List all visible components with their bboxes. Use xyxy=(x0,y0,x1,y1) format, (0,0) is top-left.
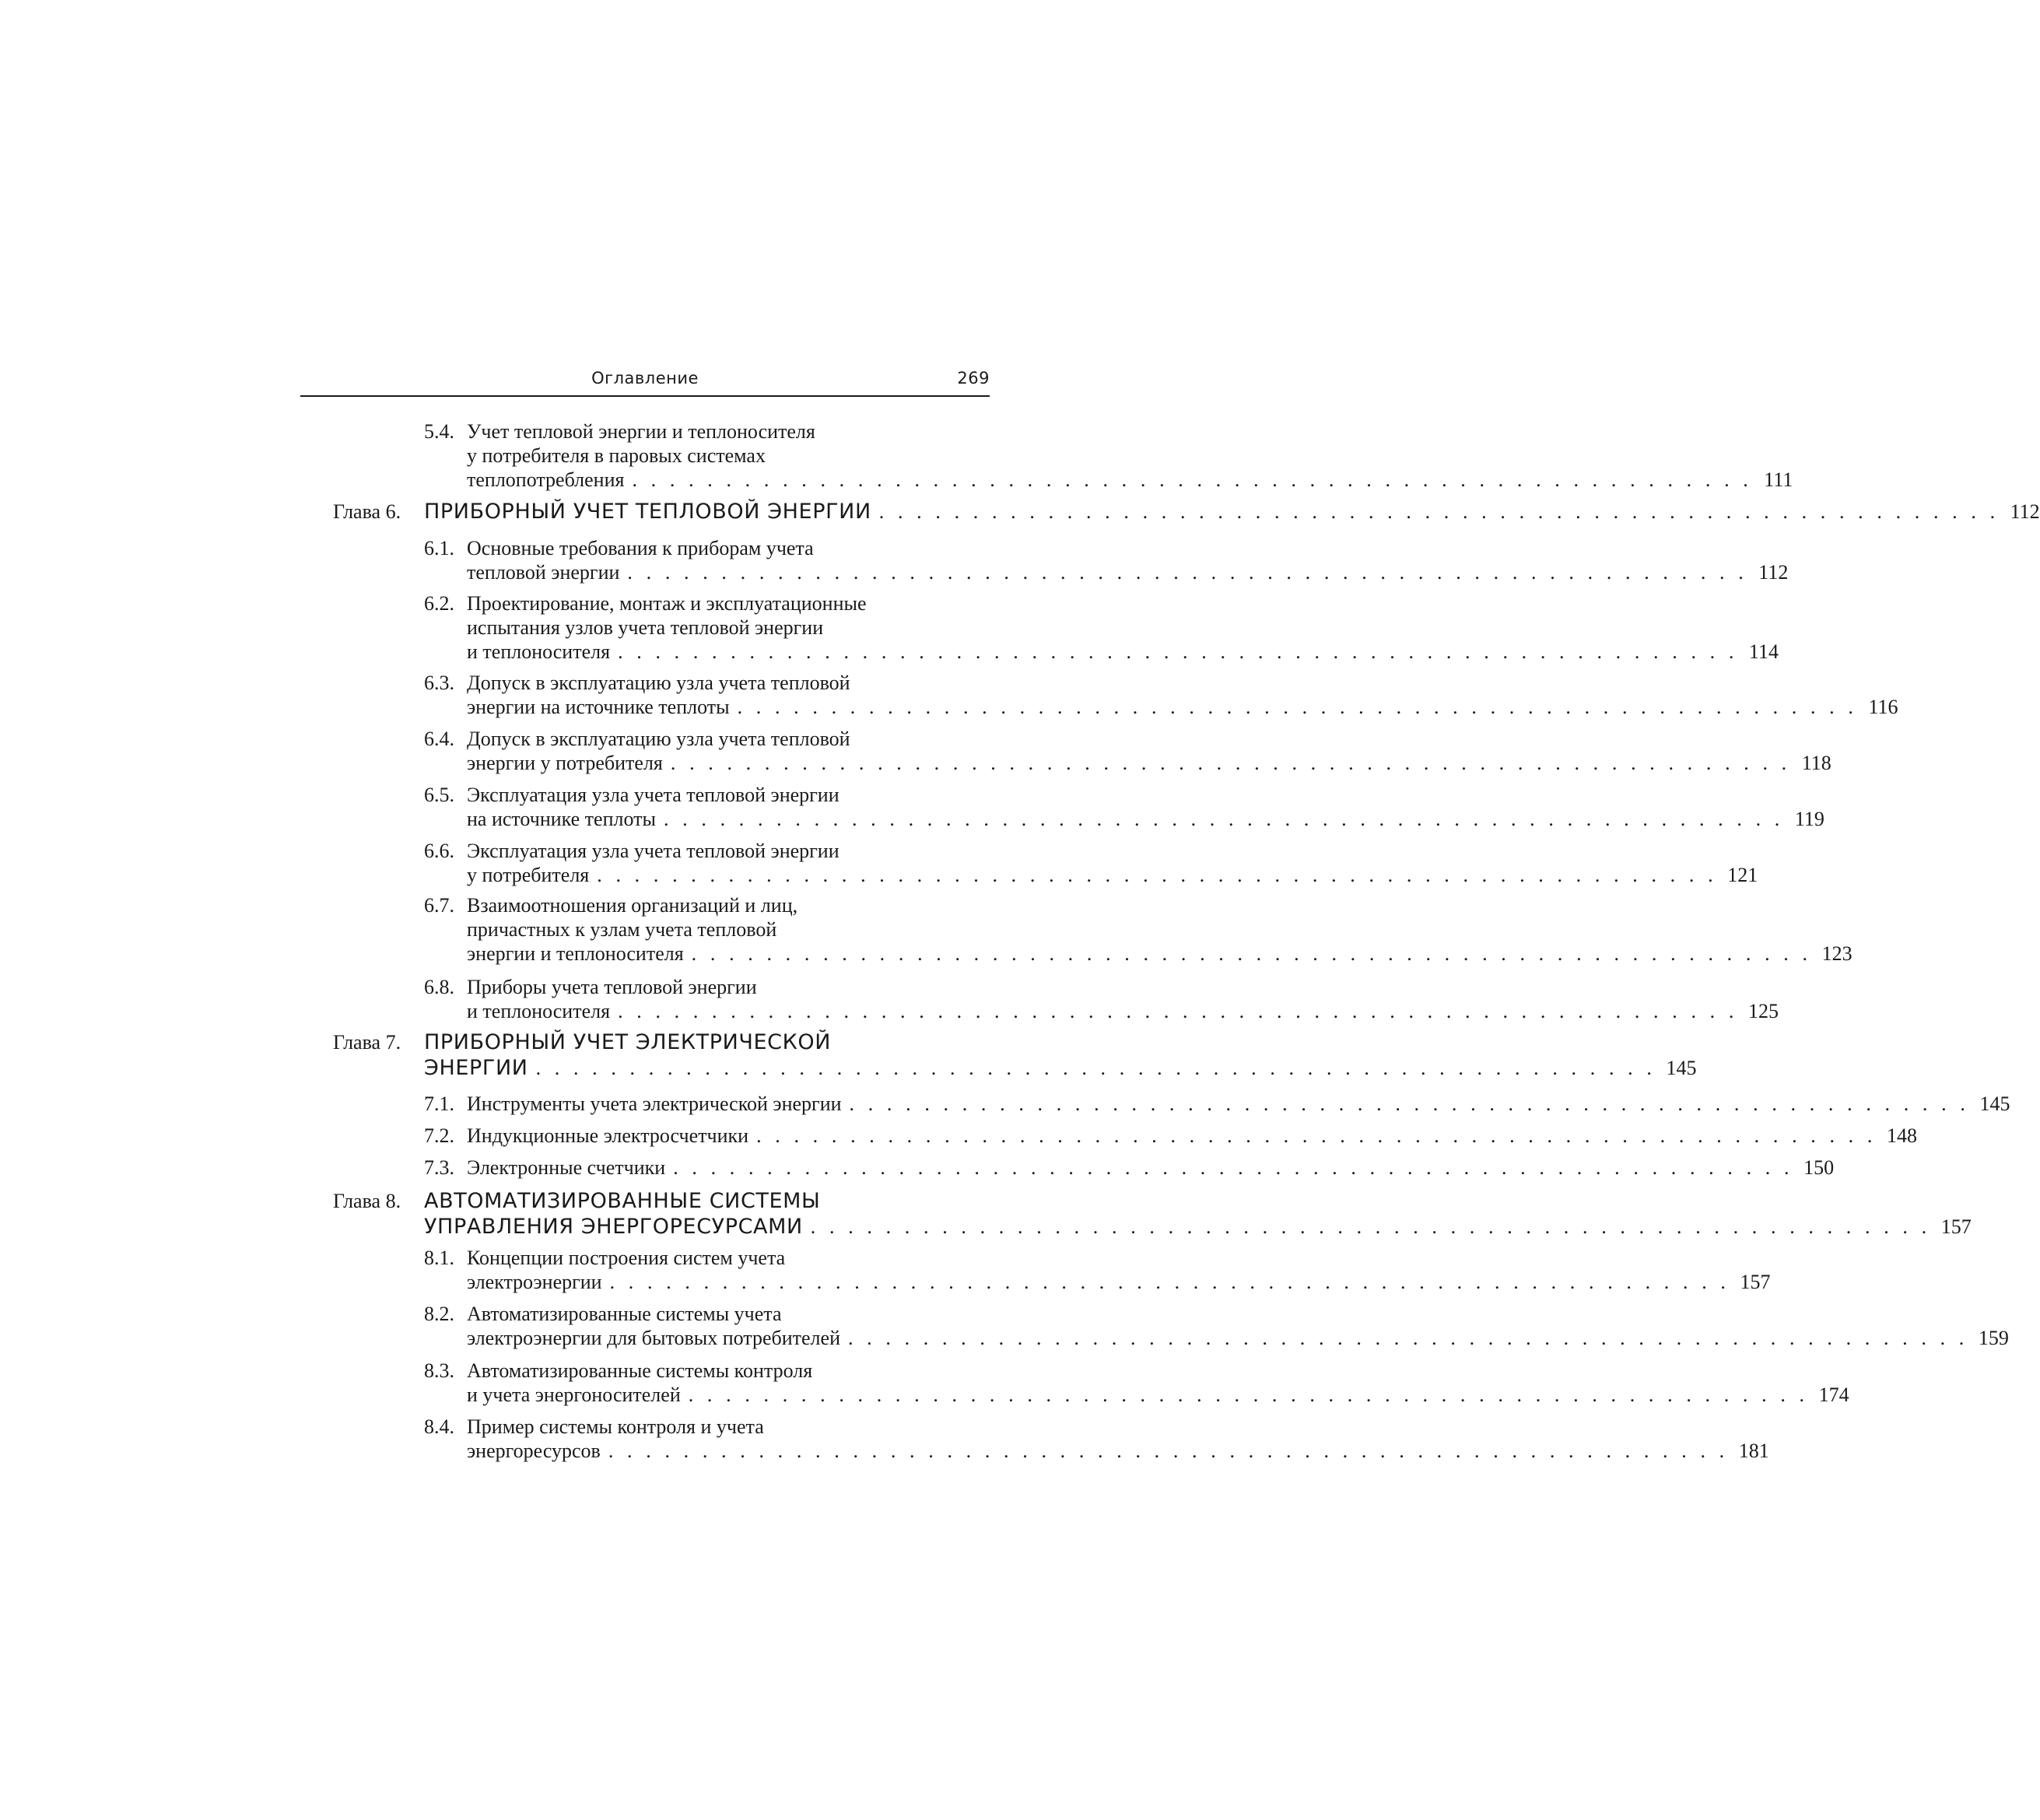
toc-section-number: 6.1. xyxy=(424,537,454,559)
toc-leader-row xyxy=(424,1215,1972,1239)
toc-chapter-number: Глава 6. xyxy=(333,500,401,523)
toc-section-entry xyxy=(0,1302,2009,1350)
toc-entry-title-line: причастных к узлам учета тепловой xyxy=(467,918,777,941)
toc-chapter-entry xyxy=(0,500,2040,525)
toc-section-number: 5.4. xyxy=(424,420,454,443)
toc-dot-leader: . . . . . . . . . . . . . . . . . . . . . . . . . . . . . . . . . . . . . . . . . . . . . . . . . . . . . . . . . . . . xyxy=(810,1215,1931,1238)
toc-leader-row xyxy=(424,500,2040,524)
toc-chapter-entry xyxy=(0,1030,1697,1082)
toc-dot-leader: . . . . . . . . . . . . . . . . . . . . . . . . . . . . . . . . . . . . . . . . . . . . . . . . . . . . . . . . . . . . xyxy=(663,808,1784,830)
toc-entry-title-line: АВТОМАТИЗИРОВАННЫЕ СИСТЕМЫ xyxy=(424,1189,821,1213)
toc-entry-title-line: и теплоносителя xyxy=(467,640,611,663)
toc-entry-title-line: Эксплуатация узла учета тепловой энергии xyxy=(467,840,839,862)
toc-section-entry xyxy=(0,839,1758,887)
toc-section-entry xyxy=(0,1415,1769,1463)
toc-section-entry xyxy=(0,783,1824,831)
toc-entry-title-line: Взаимоотношения организаций и лиц, xyxy=(467,894,798,917)
toc-chapter-number: Глава 8. xyxy=(333,1190,401,1212)
toc-leader-row xyxy=(467,640,1779,664)
toc-section-entry xyxy=(0,975,1779,1023)
toc-page-number: 148 xyxy=(1886,1124,1917,1147)
toc-entry-title-line: Основные требования к приборам учета xyxy=(467,537,814,559)
toc-page-number: 145 xyxy=(1666,1057,1697,1079)
toc-dot-leader: . . . . . . . . . . . . . . . . . . . . . . . . . . . . . . . . . . . . . . . . . . . . . . . . . . . . . . . . . . . . xyxy=(608,1440,1729,1462)
toc-dot-leader: . . . . . . . . . . . . . . . . . . . . . . . . . . . . . . . . . . . . . . . . . . . . . . . . . . . . . . . . . . . . xyxy=(597,864,1718,886)
toc-section-number: 8.2. xyxy=(424,1303,454,1325)
toc-section-number: 6.3. xyxy=(424,672,454,694)
toc-page-number: 112 xyxy=(1758,561,1789,584)
toc-page-number: 145 xyxy=(1979,1092,2010,1115)
toc-section-entry xyxy=(0,1155,1835,1180)
toc-section-entry xyxy=(0,1124,1917,1148)
toc-leader-row xyxy=(424,1056,1697,1080)
toc-leader-row xyxy=(467,560,1789,584)
toc-entry-title-line: Автоматизированные системы контроля xyxy=(467,1359,813,1382)
toc-entry-title-line: тепловой энергии xyxy=(467,561,620,584)
toc-section-number: 6.6. xyxy=(424,840,454,862)
toc-leader-row xyxy=(467,1155,1835,1180)
toc-entry-title-line: у потребителя xyxy=(467,864,590,886)
toc-leader-row xyxy=(467,1270,1771,1294)
toc-section-entry xyxy=(0,591,1779,664)
toc-leader-row xyxy=(467,468,1793,492)
toc-page-number: 157 xyxy=(1940,1215,1972,1238)
toc-entry-title-line: Учет тепловой энергии и теплоносителя xyxy=(467,420,815,443)
toc-section-entry xyxy=(0,536,1789,584)
toc-page-number: 123 xyxy=(1821,942,1852,965)
toc-page-number: 174 xyxy=(1818,1383,1849,1406)
toc-entry-title-line: энергоресурсов xyxy=(467,1440,601,1462)
toc-page-number: 125 xyxy=(1747,1000,1779,1022)
toc-leader-row xyxy=(467,1092,2010,1116)
toc-dot-leader: . . . . . . . . . . . . . . . . . . . . . . . . . . . . . . . . . . . . . . . . . . . . . . . . . . . . . . . . . . . . xyxy=(691,942,1812,965)
toc-page-number: 111 xyxy=(1764,468,1793,491)
toc-dot-leader: . . . . . . . . . . . . . . . . . . . . . . . . . . . . . . . . . . . . . . . . . . . . . . . . . . . . . . . . . . . . xyxy=(670,752,1791,774)
toc-entry-title-line: Электронные счетчики xyxy=(467,1156,666,1179)
toc-section-entry xyxy=(0,671,1898,719)
toc-entry-title-line: ПРИБОРНЫЙ УЧЕТ ТЕПЛОВОЙ ЭНЕРГИИ xyxy=(424,500,871,524)
toc-section-number: 8.4. xyxy=(424,1415,454,1438)
toc-section-number: 6.4. xyxy=(424,728,454,750)
toc-page-number: 119 xyxy=(1794,808,1824,830)
toc-entry-title-line: теплопотребления xyxy=(467,468,625,491)
toc-entry-title-line: Инструменты учета электрической энергии xyxy=(467,1092,842,1115)
running-head-title: Оглавление xyxy=(591,369,699,387)
toc-dot-leader: . . . . . . . . . . . . . . . . . . . . . . . . . . . . . . . . . . . . . . . . . . . . . . . . . . . . . . . . . . . . xyxy=(632,468,1753,491)
toc-entry-title-line: у потребителя в паровых системах xyxy=(467,444,766,467)
toc-entry-title-line: ЭНЕРГИИ xyxy=(424,1056,528,1080)
toc-dot-leader: . . . . . . . . . . . . . . . . . . . . . . . . . . . . . . . . . . . . . . . . . . . . . . . . . . . . . . . . . . . . xyxy=(627,561,1748,584)
toc-dot-leader: . . . . . . . . . . . . . . . . . . . . . . . . . . . . . . . . . . . . . . . . . . . . . . . . . . . . . . . . . . . . xyxy=(756,1124,1877,1147)
toc-section-number: 7.3. xyxy=(424,1156,454,1179)
toc-entry-title-line: испытания узлов учета тепловой энергии xyxy=(467,616,824,639)
toc-dot-leader: . . . . . . . . . . . . . . . . . . . . . . . . . . . . . . . . . . . . . . . . . . . . . . . . . . . . . . . . . . . . xyxy=(688,1383,1809,1406)
toc-section-number: 6.5. xyxy=(424,784,454,806)
toc-page-number: 114 xyxy=(1748,640,1779,663)
toc-entry-title-line: Пример системы контроля и учета xyxy=(467,1415,764,1438)
toc-leader-row xyxy=(467,1326,2009,1350)
toc-page-number: 159 xyxy=(1978,1327,2009,1349)
toc-page-number: 150 xyxy=(1803,1156,1835,1179)
toc-page-number: 118 xyxy=(1801,752,1831,774)
toc-dot-leader: . . . . . . . . . . . . . . . . . . . . . . . . . . . . . . . . . . . . . . . . . . . . . . . . . . . . . . . . . . . . xyxy=(618,1000,1738,1022)
toc-entry-title-line: энергии и теплоносителя xyxy=(467,942,684,965)
toc-section-number: 7.1. xyxy=(424,1092,454,1115)
toc-section-entry xyxy=(0,1246,1771,1294)
toc-dot-leader: . . . . . . . . . . . . . . . . . . . . . . . . . . . . . . . . . . . . . . . . . . . . . . . . . . . . . . . . . . . . xyxy=(535,1057,1656,1079)
toc-leader-row xyxy=(467,999,1779,1023)
toc-chapter-number: Глава 7. xyxy=(333,1031,401,1054)
toc-leader-row xyxy=(467,942,1852,966)
toc-page-number: 157 xyxy=(1740,1271,1771,1293)
toc-entry-title-line: и теплоносителя xyxy=(467,1000,611,1022)
toc-leader-row xyxy=(467,863,1758,887)
toc-section-number: 6.7. xyxy=(424,894,454,917)
toc-entry-title-line: Допуск в эксплуатацию узла учета тепловой xyxy=(467,728,850,750)
toc-page-number: 181 xyxy=(1738,1440,1769,1462)
toc-entry-title-line: Приборы учета тепловой энергии xyxy=(467,976,757,998)
toc-section-entry xyxy=(0,727,1831,775)
toc-entry-title-line: электроэнергии для бытовых потребителей xyxy=(467,1327,840,1349)
toc-entry-title-line: Эксплуатация узла учета тепловой энергии xyxy=(467,784,839,806)
toc-dot-leader: . . . . . . . . . . . . . . . . . . . . . . . . . . . . . . . . . . . . . . . . . . . . . . . . . . . . . . . . . . . . xyxy=(878,500,2000,523)
toc-dot-leader: . . . . . . . . . . . . . . . . . . . . . . . . . . . . . . . . . . . . . . . . . . . . . . . . . . . . . . . . . . . . xyxy=(673,1156,1794,1179)
toc-section-number: 6.2. xyxy=(424,592,454,615)
toc-entry-title-line: Концепции построения систем учета xyxy=(467,1247,786,1269)
toc-leader-row xyxy=(467,751,1831,775)
toc-page-number: 121 xyxy=(1727,864,1758,886)
toc-section-entry xyxy=(0,1092,2010,1116)
toc-leader-row xyxy=(467,1383,1849,1407)
toc-entry-title-line: на источнике теплоты xyxy=(467,808,656,830)
toc-page-number: 112 xyxy=(2010,500,2040,523)
toc-entry-title-line: энергии у потребителя xyxy=(467,752,663,774)
running-head-page-number: 269 xyxy=(957,369,990,387)
toc-dot-leader: . . . . . . . . . . . . . . . . . . . . . . . . . . . . . . . . . . . . . . . . . . . . . . . . . . . . . . . . . . . . xyxy=(847,1327,1968,1349)
toc-dot-leader: . . . . . . . . . . . . . . . . . . . . . . . . . . . . . . . . . . . . . . . . . . . . . . . . . . . . . . . . . . . . xyxy=(737,696,1858,718)
toc-entry-title-line: УПРАВЛЕНИЯ ЭНЕРГОРЕСУРСАМИ xyxy=(424,1215,803,1239)
toc-entry-title-line: Проектирование, монтаж и эксплуатационные xyxy=(467,592,867,615)
toc-chapter-entry xyxy=(0,1189,1972,1240)
toc-section-number: 8.3. xyxy=(424,1359,454,1382)
toc-entry-title-line: ПРИБОРНЫЙ УЧЕТ ЭЛЕКТРИЧЕСКОЙ xyxy=(424,1030,832,1054)
toc-section-entry xyxy=(0,893,1852,966)
toc-section-entry xyxy=(0,1359,1849,1407)
toc-section-number: 8.1. xyxy=(424,1247,454,1269)
toc-leader-row xyxy=(467,1124,1917,1148)
toc-dot-leader: . . . . . . . . . . . . . . . . . . . . . . . . . . . . . . . . . . . . . . . . . . . . . . . . . . . . . . . . . . . . xyxy=(609,1271,1730,1293)
toc-page-number: 116 xyxy=(1868,696,1898,718)
toc-leader-row xyxy=(467,1439,1769,1463)
toc-entry-title-line: и учета энергоносителей xyxy=(467,1383,681,1406)
toc-dot-leader: . . . . . . . . . . . . . . . . . . . . . . . . . . . . . . . . . . . . . . . . . . . . . . . . . . . . . . . . . . . . xyxy=(849,1092,1970,1115)
toc-leader-row xyxy=(467,695,1898,719)
toc-dot-leader: . . . . . . . . . . . . . . . . . . . . . . . . . . . . . . . . . . . . . . . . . . . . . . . . . . . . . . . . . . . . xyxy=(618,640,1738,663)
toc-entry-title-line: Допуск в эксплуатацию узла учета тепловой xyxy=(467,672,850,694)
toc-section-number: 7.2. xyxy=(424,1124,454,1147)
toc-section-number: 6.8. xyxy=(424,976,454,998)
toc-entry-title-line: Индукционные электросчетчики xyxy=(467,1124,749,1147)
toc-section-entry xyxy=(0,419,1793,492)
toc-entry-title-line: Автоматизированные системы учета xyxy=(467,1303,782,1325)
toc-entry-title-line: энергии на источнике теплоты xyxy=(467,696,730,718)
toc-entry-title-line: электроэнергии xyxy=(467,1271,602,1293)
toc-leader-row xyxy=(467,807,1824,831)
